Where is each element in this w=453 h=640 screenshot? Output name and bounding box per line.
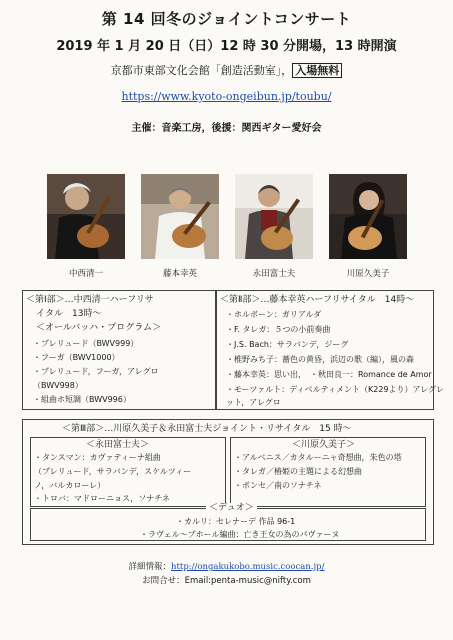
part1-subheading: ＜オールバッハ・プログラム＞	[36, 323, 162, 333]
performer-photo-nakanishi	[47, 174, 125, 259]
program-item: ・藤本幸英：思い出， ・秋田良一：Romance de Amor	[226, 370, 432, 379]
part1-box	[22, 290, 216, 410]
performer-photo-kawahara	[329, 174, 407, 259]
performer-name: 川原久美子	[346, 269, 390, 279]
details-url-link[interactable]: http://ongakukobo.music.coocan.jp/	[171, 562, 325, 572]
part3-heading: ＜第Ⅲ部＞…川原久美子＆永田富士夫ジョイント・リサイタル 15 時～	[62, 424, 352, 434]
program-item-cont: ノ，バルカローレ）	[34, 481, 106, 490]
performer-photo-fujimoto	[141, 174, 219, 259]
program-item: ・タレガ／椿姫の主題による幻想曲	[234, 467, 362, 476]
concert-datetime: 2019 年 1 月 20 日（日）12 時 30 分開場，13 時開演	[56, 39, 397, 54]
sponsor-line: 主催：音楽工房，後援：関西ギター愛好会	[131, 123, 322, 134]
venue-url-link[interactable]: https://www.kyoto-ongeibun.jp/toubu/	[121, 90, 332, 103]
part1-heading: ＜第Ⅰ部＞…中西清一ハーフリサ	[26, 295, 154, 305]
program-item: ・ホルボーン：ガリアルダ	[226, 310, 322, 319]
duo-heading: ＜デュオ＞	[206, 503, 257, 513]
part2-heading: ＜第Ⅱ部＞…藤本幸英ハーフリサイタル 14時～	[220, 295, 415, 305]
program-item: ・アルベニス／カタルーニャ奇想曲，朱色の塔	[234, 453, 402, 462]
free-admission-badge: 入場無料	[292, 63, 342, 78]
program-item-cont: ット，アレグロ	[226, 398, 281, 407]
performer-name: 藤本幸英	[162, 269, 197, 279]
program-item: ・プレリュード（BWV999）	[33, 339, 139, 348]
part3-left-heading: ＜永田富士夫＞	[86, 440, 150, 450]
program-item: ・ラヴェル～プホール編曲：亡き王女の為のパヴァーヌ	[140, 530, 340, 539]
venue-line: 京都市東部文化会館「創造活動室」， 入場無料	[0, 62, 453, 78]
program-item: ・プレリュード，フーガ，アレグロ	[33, 367, 159, 376]
program-item: ・フーガ（BWV1000）	[33, 353, 120, 362]
program-item: ・カルリ：セレナーデ 作品 96-1	[176, 517, 296, 526]
performer-name: 中西清一	[68, 269, 103, 279]
program-item: ・椎野みち子：薔色の黄昏，浜辺の歌（編），風の森	[226, 355, 414, 364]
part1-time: イタル 13時～	[36, 309, 102, 319]
contact-line: お問合せ：Email:penta-music@nifty.com	[142, 576, 311, 586]
details-line	[0, 560, 453, 572]
program-item: ・トロバ：マドローニョス，ソナチネ	[34, 494, 170, 503]
program-item: ・タンスマン：カヴァティーナ組曲	[34, 453, 161, 462]
details-label: 詳細情報：	[128, 562, 172, 572]
program-item: ・組曲ホ短調（BWV996）	[33, 395, 131, 404]
program-item: ・J.S. Bach：サラバンデ，ジーグ	[226, 340, 349, 349]
concert-title: 第 14 回冬のジョイントコンサート	[101, 10, 352, 28]
part3-right-heading: ＜川原久美子＞	[292, 440, 356, 450]
program-item-cont: （BWV998）	[33, 381, 83, 390]
program-item-cont: （プレリュード，サラバンデ，スケルツィー	[34, 467, 192, 476]
program-item: ・ポンセ／南のソナチネ	[234, 481, 322, 490]
venue-name: 京都市東部文化会館「創造活動室」	[110, 64, 282, 77]
performer-photo-nagata	[235, 174, 313, 259]
program-item: ・F. タレガ：５つの小前奏曲	[226, 325, 331, 334]
program-item: ・モーツァルト：ディベルティメント（K229より）アレグレ	[226, 385, 445, 394]
performer-name: 永田富士夫	[252, 269, 296, 279]
